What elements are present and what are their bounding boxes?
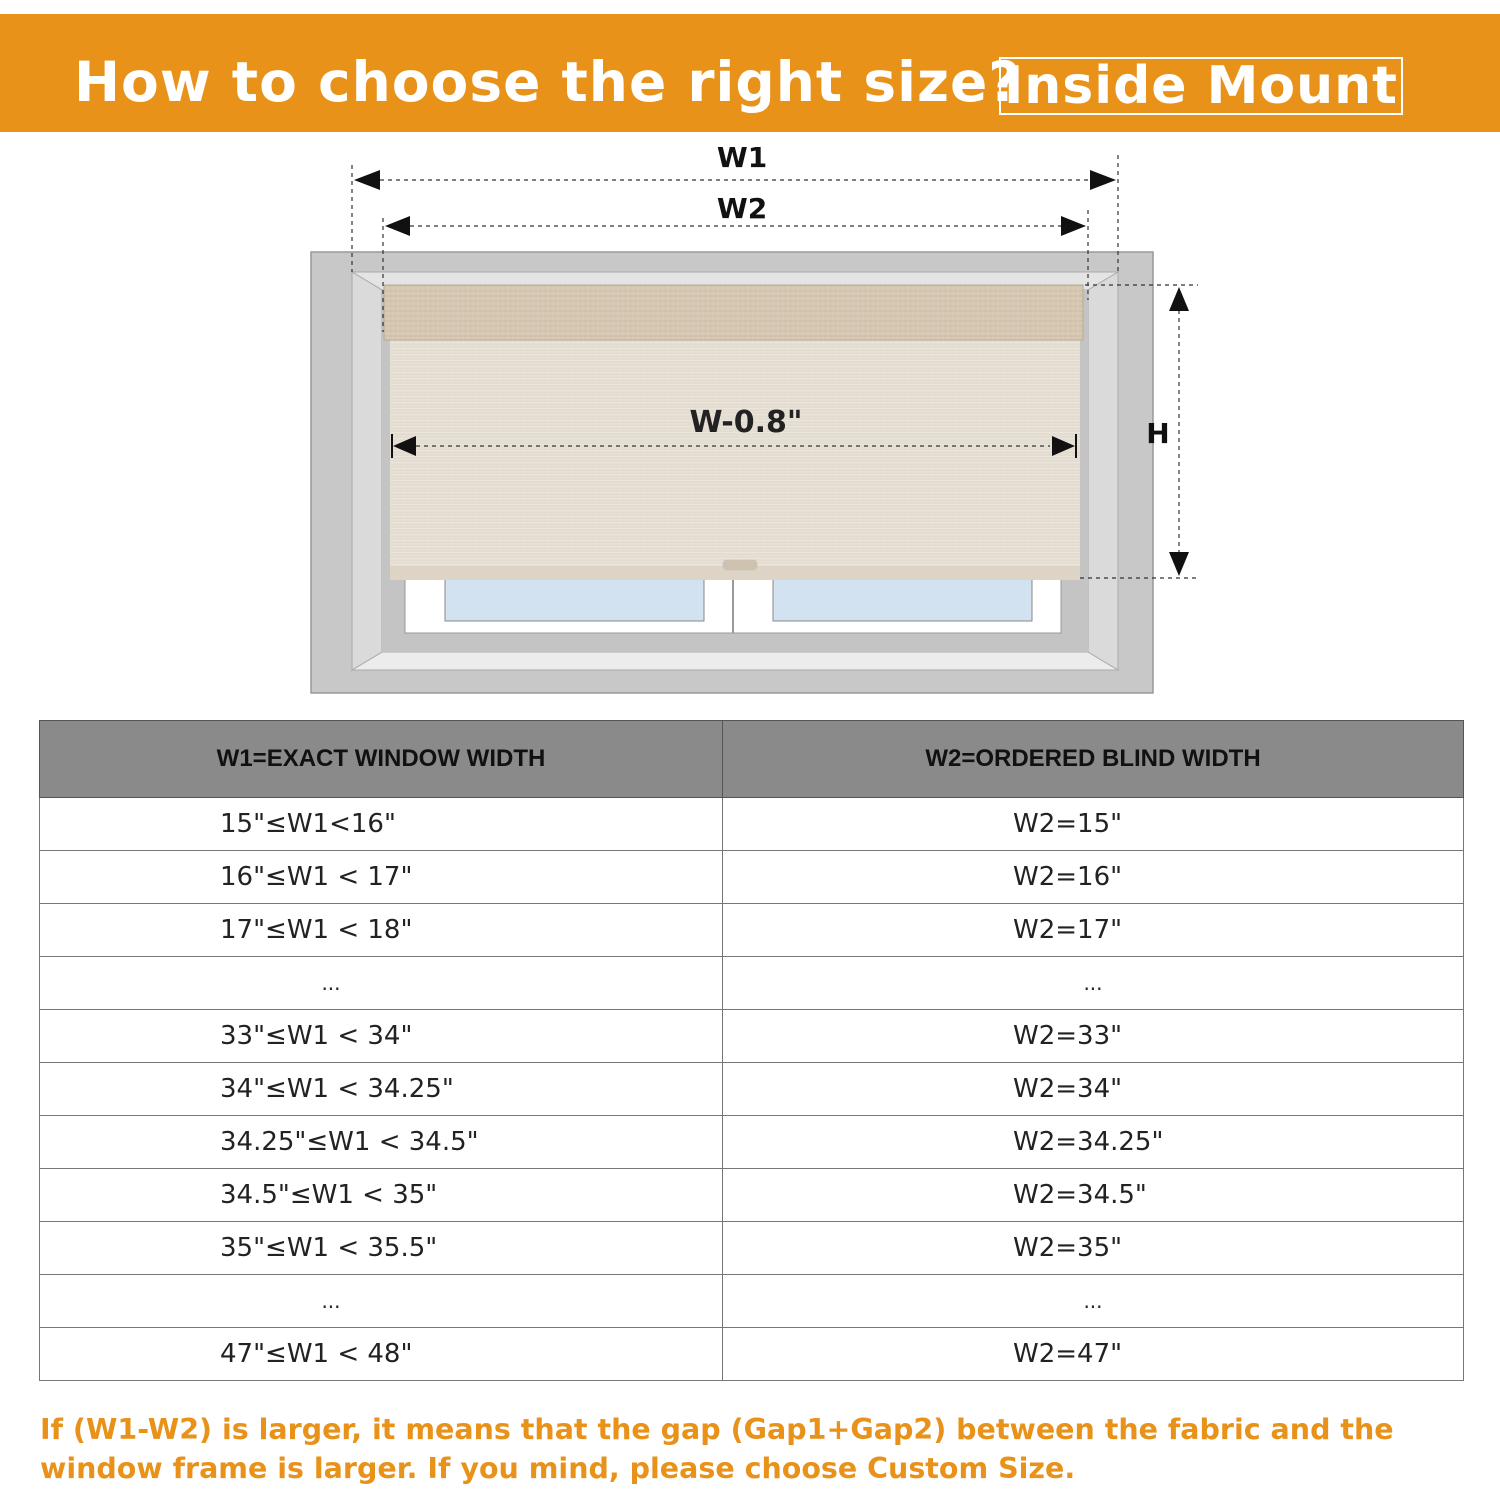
blind-pull-tab (723, 560, 757, 570)
mount-type-badge: Inside Mount (999, 57, 1403, 115)
table-cell-w2-ellipsis: ... (723, 1275, 1464, 1328)
table-cell-w1-ellipsis: ... (40, 957, 723, 1010)
table-cell-w2-size: W2=47" (723, 1328, 1464, 1381)
table-row (40, 904, 1464, 957)
table-cell-w1-range: 47"≤W1 < 48" (40, 1328, 723, 1381)
table-cell-w1-range: 17"≤W1 < 18" (40, 904, 723, 957)
table-row (40, 798, 1464, 851)
window-glass-left (445, 575, 704, 621)
blind-cassette (384, 285, 1083, 340)
table-cell-w1-ellipsis: ... (40, 1275, 723, 1328)
table-header-w2: W2=ORDERED BLIND WIDTH (723, 721, 1464, 798)
table-row (40, 1169, 1464, 1222)
table-row (40, 1222, 1464, 1275)
fabric-width-label: W-0.8" (689, 405, 803, 440)
table-cell-w1-range: 33"≤W1 < 34" (40, 1010, 723, 1063)
w2-arrow-right (1061, 216, 1086, 236)
table-cell-w2-ellipsis: ... (723, 957, 1464, 1010)
h-arrow-bottom (1169, 552, 1189, 576)
size-table (39, 720, 1464, 1381)
table-cell-w1-range: 16"≤W1 < 17" (40, 851, 723, 904)
window-glass-right (773, 575, 1032, 621)
table-cell-w1-range: 34.5"≤W1 < 35" (40, 1169, 723, 1222)
table-cell-w2-size: W2=17" (723, 904, 1464, 957)
sizing-note: If (W1-W2) is larger, it means that the gap (Gap1+Gap2) between the fabric and the window frame is larger. If you mind, please choose Custom Size. (40, 1413, 1394, 1485)
table-cell-w2-size: W2=33" (723, 1010, 1464, 1063)
w1-arrow-left (354, 170, 380, 190)
h-arrow-top (1169, 287, 1189, 311)
w1-label: W1 (716, 141, 768, 174)
window-diagram (0, 0, 1500, 720)
table-cell-w2-size: W2=15" (723, 798, 1464, 851)
table-cell-w2-size: W2=34" (723, 1063, 1464, 1116)
table-row (40, 1010, 1464, 1063)
table-cell-w2-size: W2=34.25" (723, 1116, 1464, 1169)
table-cell-w2-size: W2=34.5" (723, 1169, 1464, 1222)
table-row (40, 851, 1464, 904)
w1-arrow-right (1090, 170, 1116, 190)
table-header-w1: W1=EXACT WINDOW WIDTH (40, 721, 723, 798)
table-row (40, 1328, 1464, 1381)
blind-fabric (390, 338, 1080, 580)
height-label: H (1146, 417, 1170, 450)
table-cell-w1-range: 35"≤W1 < 35.5" (40, 1222, 723, 1275)
frame-bevel-bottom (352, 652, 1118, 670)
table-cell-w1-range: 34.25"≤W1 < 34.5" (40, 1116, 723, 1169)
table-row-ellipsis (40, 957, 1464, 1010)
page-title: How to choose the right size? (74, 50, 1022, 114)
table-row-ellipsis (40, 1275, 1464, 1328)
w2-arrow-left (385, 216, 410, 236)
frame-bevel-right (1088, 272, 1118, 670)
table-cell-w1-range: 34"≤W1 < 34.25" (40, 1063, 723, 1116)
w2-label: W2 (716, 192, 768, 225)
table-cell-w2-size: W2=16" (723, 851, 1464, 904)
table-cell-w2-size: W2=35" (723, 1222, 1464, 1275)
table-row (40, 1063, 1464, 1116)
table-header-row (40, 721, 1464, 798)
table-cell-w1-range: 15"≤W1<16" (40, 798, 723, 851)
frame-bevel-left (352, 272, 382, 670)
table-row (40, 1116, 1464, 1169)
